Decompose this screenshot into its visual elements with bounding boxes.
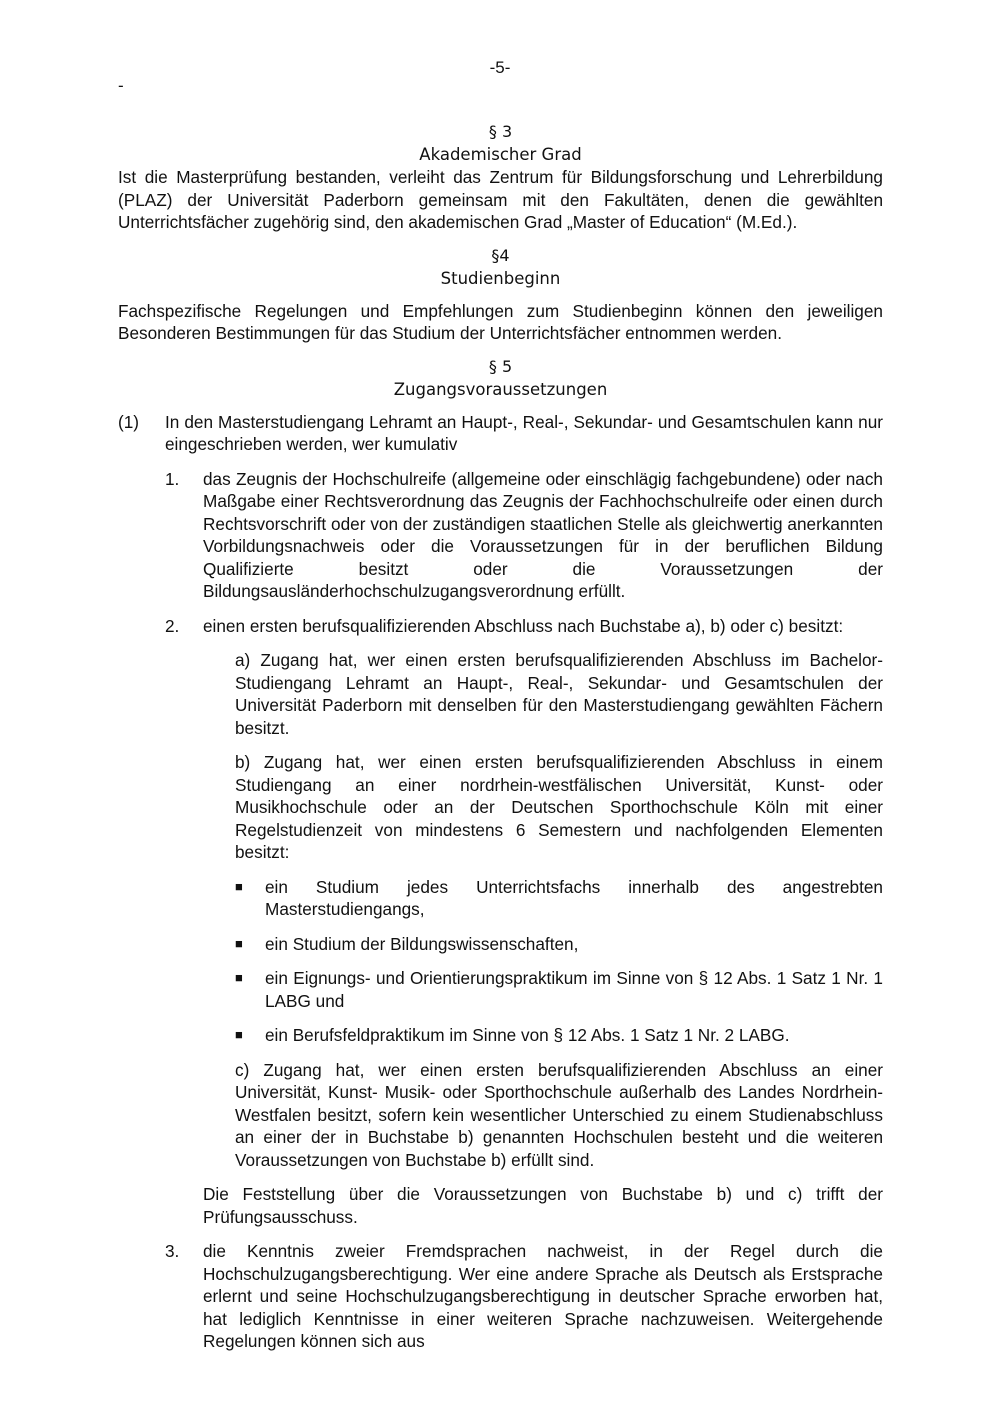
- determination-text: Die Feststellung über die Voraussetzungen von Buchstabe b) und c) trifft der Prüfungsausschuss.: [203, 1184, 883, 1227]
- section-body: Fachspezifische Regelungen und Empfehlungen zum Studienbeginn können den jeweiligen Besonderen Bestimmungen für das Studium der Unterrichtsfächer entnommen werden.: [118, 300, 883, 343]
- bullet-item: [235, 933, 883, 956]
- section-body: Ist die Masterprüfung bestanden, verleiht das Zentrum für Bildungsforschung und Lehrerbildung (PLAZ) der Universität Paderborn gemeinsam mit den Fakultäten, denen die gewählten Unterrichtsfächer zugehörig sind, den akademischen Grad „Master of Education“ (M.Ed.).: [118, 167, 883, 232]
- section-heading: §4: [491, 245, 510, 265]
- list-item-number: 3.: [165, 1241, 180, 1261]
- paragraph-1: [118, 411, 883, 456]
- list-item-text: die Kenntnis zweier Fremdsprachen nachweist, in der Regel durch die Hochschulzugangsberechtigung. Wer eine andere Sprache als Deutsch als Erstsprache erlernt und seine Hochschulzugangsberechtigung in deutscher Sprache erworben hat, hat lediglich Kenntnisse in einer weiteren Sprache nachzuweisen. Weitergehende Regelungen können sich aus: [203, 1241, 883, 1351]
- list-item: [165, 1240, 883, 1353]
- paragraph-number: (1): [118, 411, 140, 432]
- bullet-text: ein Berufsfeldpraktikum im Sinne von § 12 Abs. 1 Satz 1 Nr. 2 LABG.: [265, 1025, 790, 1045]
- section-title: Studienbeginn: [440, 268, 561, 288]
- bullet-icon: ■: [235, 1027, 243, 1042]
- bullet-icon: ■: [235, 935, 243, 951]
- bullet-item: [235, 967, 883, 1012]
- list-item-number: 2.: [165, 615, 180, 636]
- section-heading: § 5: [488, 356, 513, 376]
- bullet-item: [235, 876, 883, 921]
- bullet-item: [235, 1024, 883, 1047]
- list-item: [165, 468, 883, 603]
- sub-clause-b: b) Zugang hat, wer einen ersten berufsqualifizierenden Abschluss in einem Studiengang an einer nordrhein-westfälischen Universität, Kunst- oder Musikhochschule oder an der Deutschen Sporthochschule Köln mit einer Regelstudienzeit von mindestens 6 Semestern und nachfolgenden Elementen besitzt:: [235, 752, 883, 862]
- margin-mark: -: [118, 76, 124, 95]
- bullet-text: ein Eignungs- und Orientierungspraktikum im Sinne von § 12 Abs. 1 Satz 1 Nr. 1 LABG und: [265, 968, 883, 1011]
- section-title: Akademischer Grad: [419, 145, 582, 164]
- document-body: [118, 120, 883, 1353]
- bullet-icon: ■: [235, 878, 243, 894]
- section-heading: § 3: [488, 122, 513, 141]
- list-item-number: 1.: [165, 468, 180, 489]
- sub-clause-c: c) Zugang hat, wer einen ersten berufsqualifizierenden Abschluss an einer Universität, Kunst- Musik- oder Sporthochschule außerhalb des Landes Nordrhein-Westfalen besitzt, sofern kein wesentlicher Unterschied zu einem Studienabschluss an einer der in Buchstabe b) genannten Hochschulen besteht und die weiteren Voraussetzungen von Buchstabe b) erfüllt sind.: [235, 1059, 883, 1170]
- page-number: -5-: [489, 58, 511, 77]
- bullet-text: ein Studium der Bildungswissenschaften,: [265, 933, 579, 954]
- section-title: Zugangsvoraussetzungen: [393, 379, 608, 399]
- list-item-text: einen ersten berufsqualifizierenden Abschluss nach Buchstabe a), b) oder c) besitzt:: [203, 615, 844, 636]
- paragraph-text: In den Masterstudiengang Lehramt an Haupt-, Real-, Sekundar- und Gesamtschulen kann nur eingeschrieben werden, wer kumulativ: [165, 411, 883, 454]
- bullet-text: ein Studium jedes Unterrichtsfachs innerhalb des angestrebten Masterstudiengangs,: [265, 876, 883, 919]
- list-item: [165, 615, 883, 638]
- list-item-text: das Zeugnis der Hochschulreife (allgemeine oder einschlägig fachgebundene) oder nach Maßgabe einer Rechtsverordnung das Zeugnis der Fachhochschulreife oder einen durch Rechtsvorschrift oder von der zuständigen staatlichen Stelle als gleichwertig anerkannten Vorbildungsnachweis oder die Voraussetzungen für in der beruflichen Bildung Qualifizierte besitzt oder die Voraussetzungen der Bildungsausländerhochschulzugangsverordnung erfüllt.: [203, 468, 883, 601]
- bullet-icon: ■: [235, 970, 243, 985]
- sub-clause-a: a) Zugang hat, wer einen ersten berufsqualifizierenden Abschluss im Bachelor-Studiengang Lehramt an Haupt-, Real-, Sekundar- und Gesamtschulen der Universität Paderborn mit denselben für den Masterstudiengang gewählten Fächern besitzt.: [235, 650, 883, 738]
